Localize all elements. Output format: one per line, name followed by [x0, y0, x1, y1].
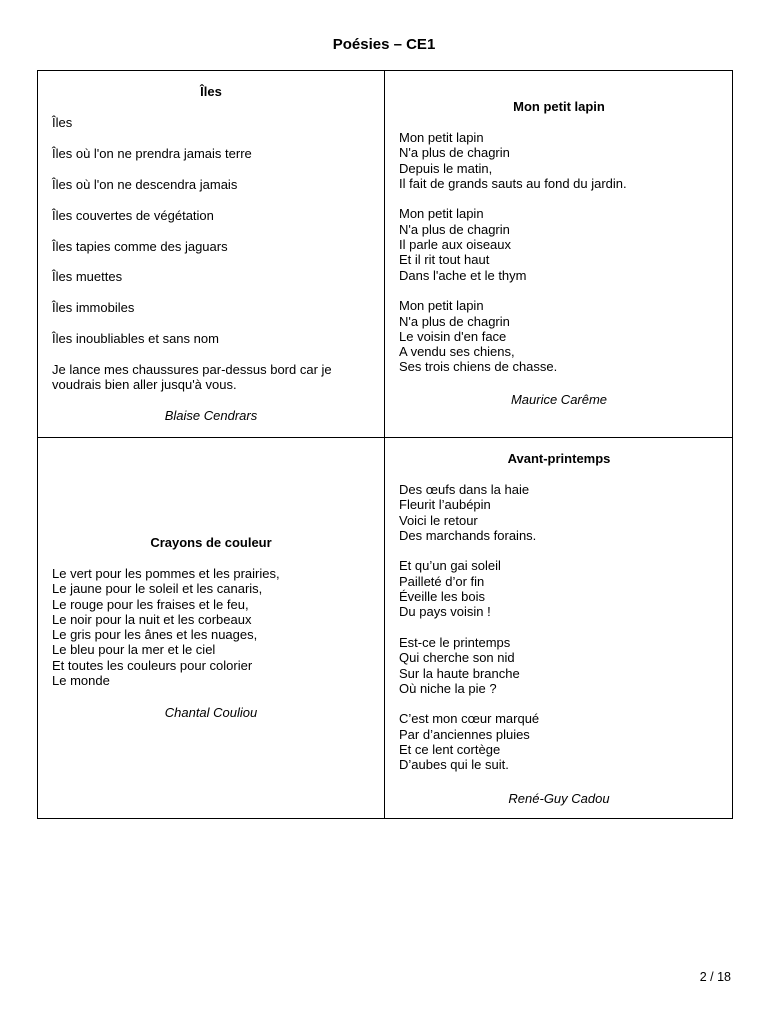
poem-line: Le vert pour les pommes et les prairies, — [52, 566, 280, 581]
poem-line: Fleurit l’aubépin — [399, 497, 491, 513]
poem-line: Le gris pour les ânes et les nuages, — [52, 627, 258, 643]
poem-line: Le voisin d'en face — [399, 328, 507, 344]
poem-line: Îles muettes — [52, 269, 123, 285]
poem-line: Îles couvertes de végétation — [52, 207, 214, 223]
page-number: 2 / 18 — [699, 970, 731, 984]
poem-lapin-title: Mon petit lapin — [513, 99, 605, 114]
poem-iles-title: Îles — [200, 84, 222, 99]
poem-iles-cell — [38, 71, 384, 437]
poem-crayons-lines — [52, 566, 374, 688]
poem-line: Depuis le matin, — [399, 160, 493, 176]
poem-line: Et ce lent cortège — [399, 742, 501, 758]
poem-line: Le monde — [52, 673, 110, 689]
poem-iles-author: Blaise Cendrars — [164, 408, 258, 423]
poem-line: Îles où l'on ne descendra jamais — [52, 176, 238, 192]
poem-line: Des marchands forains. — [399, 527, 537, 543]
poem-line: Îles où l'on ne prendra jamais terre — [52, 145, 252, 161]
poem-line: Et il rit tout haut — [399, 252, 490, 268]
poem-line: Et qu’un gai soleil — [399, 558, 501, 574]
poem-line: Mon petit lapin — [399, 206, 484, 222]
poem-line: Ses trois chiens de chasse. — [399, 359, 558, 375]
poem-line: N'a plus de chagrin — [399, 313, 510, 329]
poem-printemps-cell — [385, 438, 733, 818]
poem-line: Le rouge pour les fraises et le feu, — [52, 596, 249, 612]
poem-line: Le bleu pour la mer et le ciel — [52, 642, 216, 658]
poem-crayons-cell — [38, 438, 384, 818]
page-title: Poésies – CE1 — [332, 36, 436, 53]
poem-printemps-lines — [399, 482, 723, 773]
poem-line: Sur la haute branche — [399, 665, 520, 681]
poem-lapin-cell — [385, 71, 733, 437]
poem-line: Du pays voisin ! — [399, 604, 491, 620]
poem-printemps-author: René-Guy Cadou — [508, 791, 610, 806]
poem-line: Îles immobiles — [52, 300, 135, 316]
poem-line: Des œufs dans la haie — [399, 482, 530, 497]
poem-printemps-title: Avant-printemps — [507, 451, 611, 466]
poem-line: Est-ce le printemps — [399, 634, 511, 650]
poem-line: Mon petit lapin — [399, 130, 484, 145]
poem-table — [37, 70, 733, 819]
poem-line: Il fait de grands sauts au fond du jardin. — [399, 175, 627, 191]
poem-line: Îles inoubliables et sans nom — [52, 331, 219, 347]
poem-line: Le noir pour la nuit et les corbeaux — [52, 611, 252, 627]
poem-line: Il parle aux oiseaux — [399, 237, 512, 253]
poem-iles-lines — [52, 115, 374, 393]
poem-line: Par d’anciennes pluies — [399, 726, 530, 742]
poem-crayons-title: Crayons de couleur — [150, 535, 272, 550]
poem-line: Îles tapies comme des jaguars — [52, 238, 228, 254]
poem-line: Le jaune pour le soleil et les canaris, — [52, 581, 263, 597]
poem-line: Pailleté d’or fin — [399, 573, 485, 589]
poem-line: N'a plus de chagrin — [399, 221, 510, 237]
poem-line: Où niche la pie ? — [399, 680, 497, 696]
poem-line: Et toutes les couleurs pour colorier — [52, 657, 253, 673]
poem-crayons-author: Chantal Couliou — [164, 705, 258, 720]
poem-line: N'a plus de chagrin — [399, 145, 510, 161]
poem-line: Mon petit lapin — [399, 298, 484, 314]
poem-line: A vendu ses chiens, — [399, 344, 515, 360]
poem-line: Voici le retour — [399, 512, 478, 528]
poem-line: Je lance mes chaussures par-dessus bord car je voudrais bien aller jusqu'à vous. — [52, 362, 332, 393]
poem-line: Qui cherche son nid — [399, 650, 515, 666]
poem-line: Éveille les bois — [399, 589, 485, 605]
poem-line: C’est mon cœur marqué — [399, 711, 540, 727]
poem-lapin-author: Maurice Carême — [510, 392, 608, 407]
poem-line: Dans l'ache et le thym — [399, 267, 527, 283]
poem-line: D’aubes qui le suit. — [399, 757, 509, 773]
poem-line: Îles — [52, 115, 73, 130]
poem-lapin-lines — [399, 130, 723, 375]
